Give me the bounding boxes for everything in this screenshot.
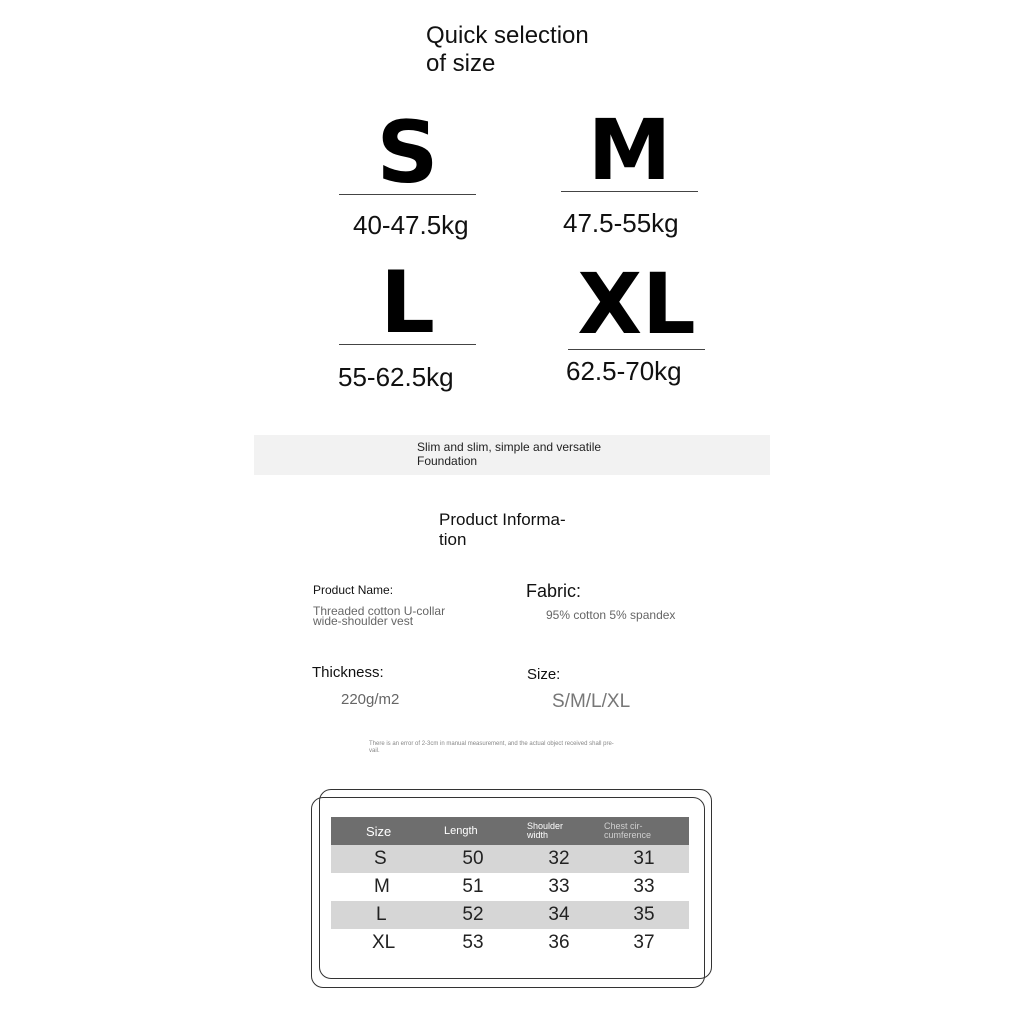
thickness-label: Thickness: <box>312 664 384 681</box>
weight-range-l: 55-62.5kg <box>338 362 454 392</box>
cell-chest: 35 <box>599 901 689 929</box>
divider <box>568 349 705 350</box>
measurement-note <box>369 741 659 755</box>
quick-selection-title-line1: Quick selection <box>426 22 589 49</box>
cell-size: XL <box>372 932 396 953</box>
cell-size: L <box>331 901 427 929</box>
measurement-note-line1: There is an error of 2-3cm in manual measurement, and the actual object received shall pre- <box>369 741 614 747</box>
divider <box>339 194 476 195</box>
header-shoulder-line1: Shoulder <box>527 821 564 831</box>
cell-length: 51 <box>462 876 484 897</box>
size-value: S/M/L/XL <box>552 691 631 712</box>
table-row <box>331 929 689 957</box>
cell-shoulder: 33 <box>548 876 570 897</box>
header-chest-line2: cumference <box>604 830 652 840</box>
weight-range-xl: 62.5-70kg <box>566 356 682 386</box>
product-name-value-line2: wide-shoulder vest <box>313 614 414 628</box>
cell-size: M <box>374 876 390 897</box>
size-table <box>331 817 689 957</box>
cell-chest: 37 <box>633 932 655 953</box>
cell-shoulder: 36 <box>548 932 570 953</box>
cell-shoulder: 34 <box>519 901 599 929</box>
cell-size: S <box>331 845 427 873</box>
cell-length: 53 <box>462 932 484 953</box>
cell-shoulder: 32 <box>519 845 599 873</box>
thickness-value: 220g/m2 <box>341 691 400 708</box>
cell-chest: 31 <box>599 845 689 873</box>
header-chest-line1: Chest cir- <box>604 821 643 831</box>
tagline-line2: Foundation <box>417 454 478 468</box>
divider <box>339 344 476 345</box>
product-name-value-line1: Threaded cotton U-collar <box>313 604 446 618</box>
product-information-title-line1: Product Informa- <box>439 510 566 529</box>
header-size: Size <box>331 817 427 845</box>
table-row <box>331 873 689 901</box>
product-information-title <box>439 510 566 550</box>
size-letter-xl: XL <box>577 255 696 353</box>
cell-chest: 33 <box>633 876 655 897</box>
cell-length: 52 <box>427 901 519 929</box>
table-row <box>331 901 689 929</box>
header-shoulder-width <box>519 817 599 845</box>
tagline-line1: Slim and slim, simple and versatile <box>417 440 602 454</box>
product-information-title-line2: tion <box>439 530 467 549</box>
size-letter-m: M <box>587 101 672 199</box>
size-letter-s: S <box>376 103 439 203</box>
divider <box>561 191 698 192</box>
size-label: Size: <box>527 666 561 683</box>
header-shoulder-line2: width <box>527 830 549 840</box>
product-name-value <box>313 606 445 626</box>
weight-range-m: 47.5-55kg <box>563 208 679 238</box>
measurement-note-line2: vail. <box>369 748 380 754</box>
fabric-value: 95% cotton 5% spandex <box>546 608 676 622</box>
header-chest-circumference <box>599 817 689 845</box>
quick-selection-title-line2: of size <box>426 50 496 77</box>
weight-range-s: 40-47.5kg <box>353 210 469 240</box>
table-row <box>331 845 689 873</box>
size-letter-l: L <box>380 253 435 353</box>
size-table-header-row <box>331 817 689 845</box>
tagline-text <box>417 440 601 468</box>
fabric-label: Fabric: <box>526 581 582 601</box>
product-name-label: Product Name: <box>313 583 394 597</box>
cell-length: 50 <box>427 845 519 873</box>
quick-selection-title <box>426 22 646 78</box>
header-length: Length <box>427 817 519 845</box>
